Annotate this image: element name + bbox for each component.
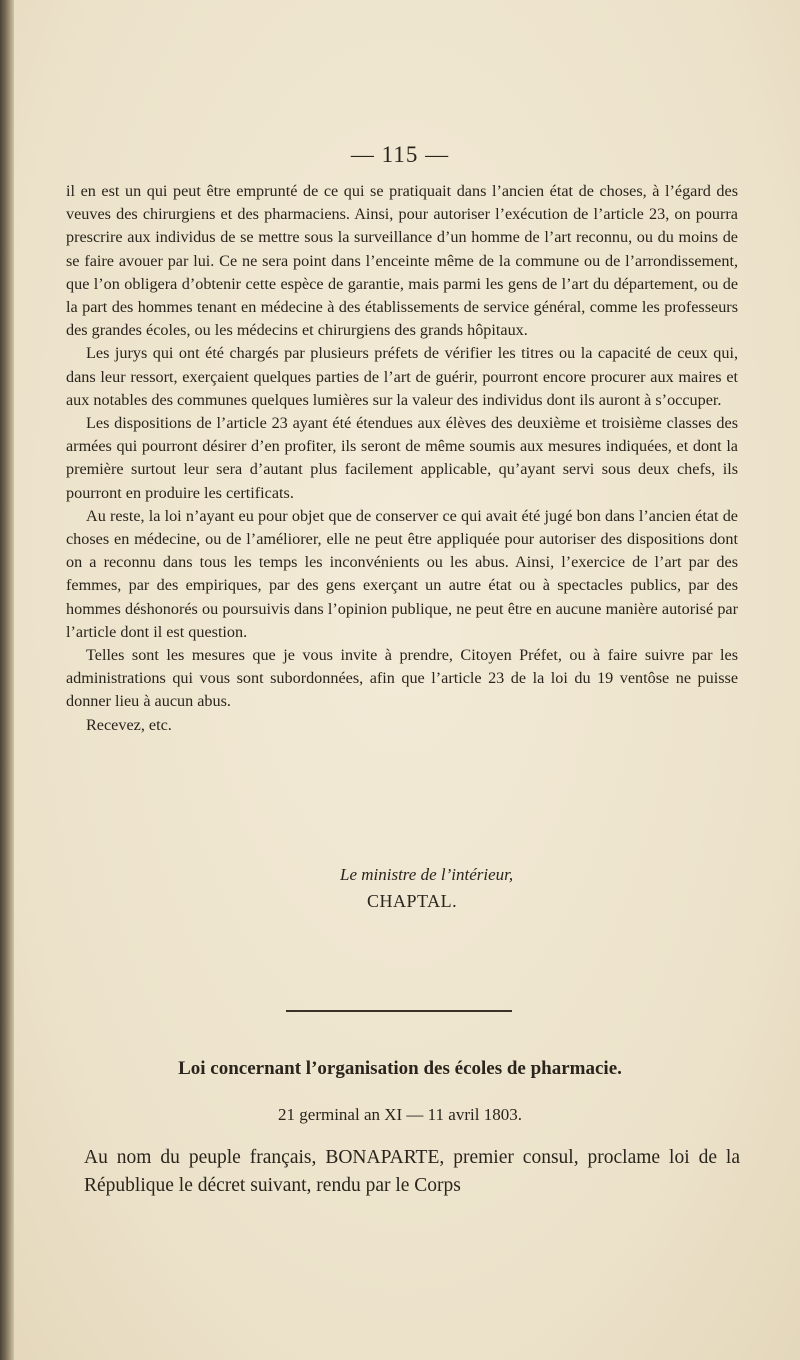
paragraph: Au reste, la loi n’ayant eu pour objet que de conserver ce qui avait été jugé bon dans l’ancien état de choses en médecine, ou de l’améliorer, elle ne peut être appliquée pour autoriser des dispositions dont on a reconnu dans tous les temps les inconvénients ou les abus. Ainsi, l’exercice de l’art par des femmes, par des empiriques, par des gens exerçant un autre état ou à spectacles publics, par des hommes déshonorés ou poursuivis dans l’opinion publique, ne peut être en aucune manière autorisé par l’article dont il est question. — [66, 506, 738, 641]
signature-title: Le ministre de l’intérieur, — [340, 865, 514, 884]
paragraph: Les jurys qui ont été chargés par plusieurs préfets de vérifier les titres ou la capacité de ceux qui, dans leur ressort, exerçaient quelques parties de l’art de guérir, pourront encore procurer aux maires et aux notables des communes quelques lumières sur la valeur des individus dont ils auront à s’occuper. — [66, 344, 738, 409]
page-number: — 115 — — [350, 142, 450, 167]
section-divider — [286, 1010, 512, 1012]
paragraph: Recevez, etc. — [86, 715, 172, 734]
law-date: 21 germinal an XI — 11 avril 1803. — [278, 1105, 522, 1124]
paragraph: il en est un qui peut être emprunté de ce qui se pratiquait dans l’ancien état de choses, à l’égard des veuves des chirurgiens et des pharmaciens. Ainsi, pour autoriser l’exécution de l’article 23, on pourra prescrire aux individus de se mettre sous la surveillance d’un homme de l’art reconnu, ou du moins de se faire avouer par lui. Ce ne sera point dans l’enceinte même de la commune ou de l’arrondissement, que l’on obligera d’obtenir cette espèce de garantie, mais parmi les gens de l’art du département, ou de la part des hommes tenant en médecine à des établissements de service général, comme les professeurs des grandes écoles, ou les médecins et chirurgiens des grands hôpitaux. — [66, 182, 738, 340]
circular-text — [66, 180, 738, 737]
paragraph: Les dispositions de l’article 23 ayant été étendues aux élèves des deuxième et troisième classes des armées qui pourront désirer d’en profiter, ils seront de même soumis aux mesures indiquées, et dont la première surtout leur sera d’autant plus facilement applicable, qu’ayant servi sous deux chefs, ils pourront en produire les certificats. — [66, 414, 738, 502]
signature-name: CHAPTAL. — [367, 891, 458, 911]
law-text — [84, 1144, 740, 1200]
law-heading: Loi concernant l’organisation des écoles de pharmacie. — [178, 1058, 622, 1079]
paragraph: Telles sont les mesures que je vous invite à prendre, Citoyen Préfet, ou à faire suivre par les administrations qui vous sont subordonnées, afin que l’article 23 de la loi du 19 ventôse ne puisse donner lieu à aucun abus. — [66, 646, 738, 711]
book-binding-edge — [0, 0, 14, 1360]
law-paragraph: Au nom du peuple français, BONAPARTE, premier consul, proclame loi de la République le décret suivant, rendu par le Corps — [84, 1147, 740, 1196]
